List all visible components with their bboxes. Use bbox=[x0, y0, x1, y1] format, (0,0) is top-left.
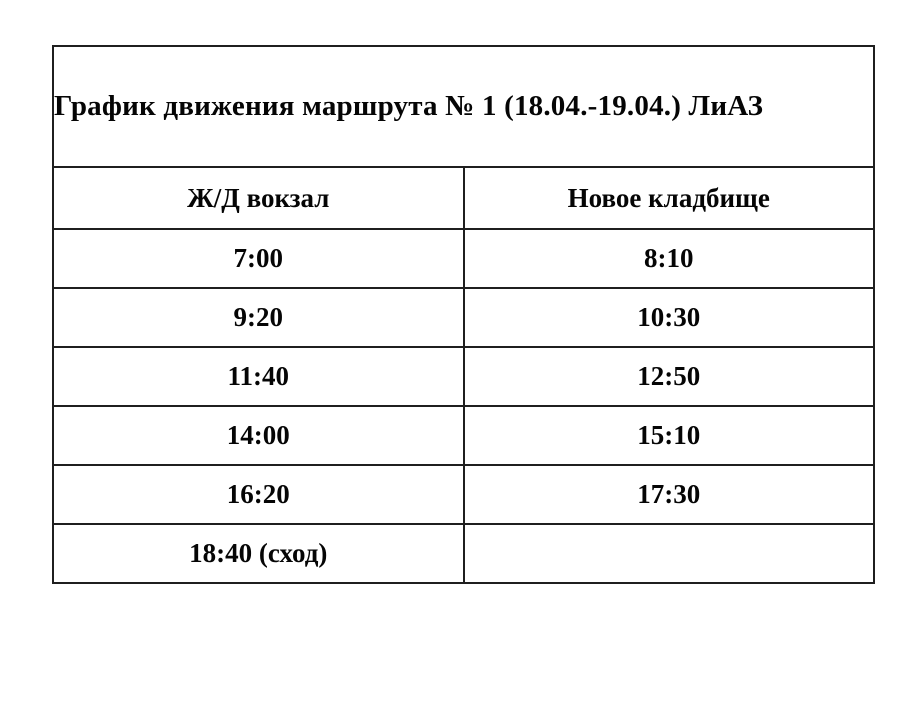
departure-time: 11:40 bbox=[53, 347, 464, 406]
departure-time: 14:00 bbox=[53, 406, 464, 465]
table-row bbox=[53, 524, 874, 583]
column-header-railway-station: Ж/Д вокзал bbox=[53, 167, 464, 229]
departure-time: 12:50 bbox=[464, 347, 875, 406]
departure-time: 8:10 bbox=[464, 229, 875, 288]
departure-time: 15:10 bbox=[464, 406, 875, 465]
column-header-new-cemetery: Новое кладбище bbox=[464, 167, 875, 229]
route-schedule-table bbox=[52, 45, 875, 584]
table-row bbox=[53, 288, 874, 347]
departure-time: 7:00 bbox=[53, 229, 464, 288]
empty-cell bbox=[464, 524, 875, 583]
table-row bbox=[53, 465, 874, 524]
table-header-row bbox=[53, 167, 874, 229]
departure-time: 10:30 bbox=[464, 288, 875, 347]
departure-time: 16:20 bbox=[53, 465, 464, 524]
table-row bbox=[53, 229, 874, 288]
departure-time-last: 18:40 (сход) bbox=[53, 524, 464, 583]
table-row bbox=[53, 347, 874, 406]
departure-time: 9:20 bbox=[53, 288, 464, 347]
table-title-row bbox=[53, 46, 874, 167]
table-row bbox=[53, 406, 874, 465]
schedule-title: График движения маршрута № 1 (18.04.-19.04.) ЛиАЗ bbox=[53, 46, 874, 167]
departure-time: 17:30 bbox=[464, 465, 875, 524]
